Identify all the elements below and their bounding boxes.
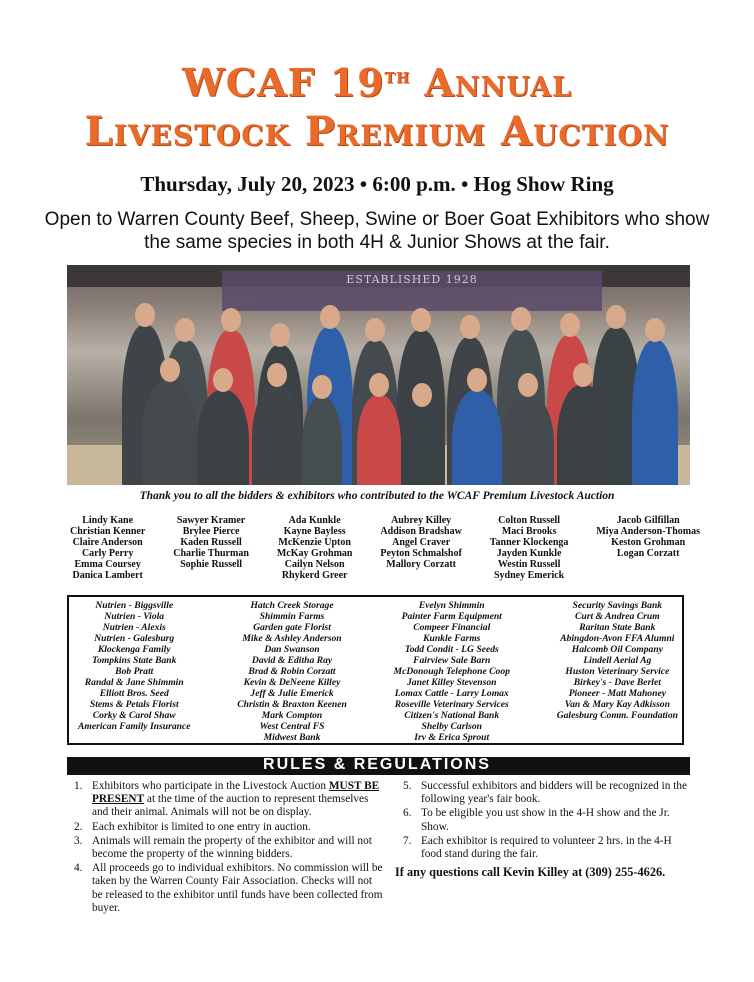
exhibitor-name: Angel Craver: [392, 537, 451, 548]
exhibitor-name: Charlie Thurman: [173, 548, 249, 559]
title-superscript: th: [384, 63, 411, 88]
exhibitor-name: Emma Coursey: [74, 559, 141, 570]
sponsor-name: Evelyn Shimmin: [418, 600, 485, 611]
exhibitor-column: [277, 515, 353, 581]
person-head: [573, 363, 593, 387]
person-silhouette: [557, 385, 609, 485]
title-line-2: Livestock Premium Auction: [84, 108, 670, 155]
exhibitor-name: Sophie Russell: [180, 559, 243, 570]
sponsor-name: Mike & Ashley Anderson: [242, 633, 342, 644]
exhibitor-name: Jayden Kunkle: [496, 548, 562, 559]
sponsor-name: Security Savings Bank: [572, 600, 663, 611]
exhibitor-name: Brylee Pierce: [182, 526, 240, 537]
person-silhouette: [402, 405, 442, 485]
sponsor-name: Van & Mary Kay Adkisson: [564, 699, 670, 710]
sponsor-name: Mark Compton: [261, 710, 323, 721]
sponsor-name: Painter Farm Equipment: [401, 611, 502, 622]
rules-right-column: [403, 780, 693, 862]
rule-number: 7.: [403, 834, 412, 847]
exhibitor-name: Logan Corzatt: [616, 548, 680, 559]
sponsor-name: Roseville Veterinary Services: [394, 699, 509, 710]
person-silhouette: [197, 390, 249, 485]
thanks-line: Thank you to all the bidders & exhibitors who contributed to the WCAF Premium Livestock Auction: [139, 490, 615, 502]
person-head: [320, 305, 340, 329]
exhibitor-name: Kaden Russell: [180, 537, 242, 548]
sponsor-name: American Family Insurance: [78, 721, 191, 732]
exhibitor-name: Sydney Emerick: [493, 570, 565, 581]
rules-title: RULES & REGULATIONS: [263, 756, 491, 773]
person-head: [221, 308, 241, 332]
person-silhouette: [452, 390, 502, 485]
sponsor-name: Lindell Aerial Ag: [583, 655, 652, 666]
sponsor-name: Midwest Bank: [263, 732, 321, 743]
rule-text: Exhibitors who participate in the Livestock Auction MUST BE PRESENT at the time of the auction to represent themselves and their animal. Animals will not be on display.: [92, 780, 380, 819]
sponsor-name: Nutrien - Galesburg: [94, 633, 175, 644]
exhibitor-name: Keston Grohman: [611, 537, 686, 548]
sponsor-name: Kunkle Farms: [423, 633, 481, 644]
sponsor-name: Bob Pratt: [115, 666, 154, 677]
person-head: [267, 363, 287, 387]
exhibitor-name: Miya Anderson-Thomas: [596, 526, 700, 537]
person-head: [645, 318, 665, 342]
sponsor-name: Halcomb Oil Company: [571, 644, 663, 655]
person-head: [411, 308, 431, 332]
sponsor-name: Huston Veterinary Service: [565, 666, 670, 677]
exhibitor-name: Jacob Gilfillan: [616, 515, 680, 526]
exhibitor-column: [490, 515, 569, 581]
exhibitor-name: Carly Perry: [81, 548, 134, 559]
exhibitor-name: Cailyn Nelson: [284, 559, 345, 570]
sponsor-name: Raritan State Bank: [579, 622, 656, 633]
person-head: [606, 305, 626, 329]
sponsor-name: McDonough Telephone Coop: [393, 666, 510, 677]
person-head: [312, 375, 332, 399]
banner-text: ESTABLISHED 1928: [346, 273, 478, 286]
rule-text: Each exhibitor is required to volunteer 2 hrs. in the 4-H food stand during the fair.: [421, 834, 672, 861]
exhibitor-name: Kayne Bayless: [283, 526, 346, 537]
sponsor-name: Compeer Financial: [413, 622, 491, 633]
person-silhouette: [302, 397, 342, 485]
rule-text: Animals will remain the property of the exhibitor and will not become the property of the winning bidders.: [92, 834, 372, 861]
sponsor-column: [237, 600, 347, 743]
person-head: [460, 315, 480, 339]
sponsor-name: Birkey's - Dave Berlet: [573, 677, 661, 688]
exhibitor-name: Lindy Kane: [82, 515, 134, 526]
person-head: [511, 307, 531, 331]
exhibitor-name: Colton Russell: [498, 515, 561, 526]
rule-item: [403, 807, 693, 833]
sponsor-name: West Central FS: [259, 721, 325, 732]
exhibitor-name: Maci Brooks: [501, 526, 557, 537]
sponsor-name: David & Editha Ray: [251, 655, 333, 666]
rule-item: [74, 821, 384, 834]
rule-number: 5.: [403, 780, 412, 792]
rule-item: [74, 862, 384, 915]
sponsor-name: Dan Swanson: [264, 644, 320, 655]
rule-item: [74, 835, 384, 861]
sponsor-name: Nutrien - Alexis: [102, 622, 166, 633]
sponsor-name: Tompkins State Bank: [92, 655, 177, 666]
person-head: [369, 373, 389, 397]
exhibitor-name: McKenzie Upton: [278, 537, 351, 548]
group-photo: [67, 265, 690, 485]
exhibitor-column: [380, 515, 461, 581]
exhibitor-column: [596, 515, 700, 581]
sponsor-name: Shimmin Farms: [259, 611, 325, 622]
person-head: [560, 313, 580, 337]
sponsor-name: Nutrien - Biggsville: [95, 600, 174, 611]
rule-emphasis: MUST BE PRESENT: [92, 780, 380, 806]
sponsor-name: Jeff & Julie Emerick: [250, 688, 334, 699]
exhibitor-column: [70, 515, 145, 581]
exhibitor-name: Westin Russell: [497, 559, 561, 570]
rule-item: [403, 835, 693, 861]
exhibitor-name: Claire Anderson: [72, 537, 143, 548]
sponsor-name: Kevin & DeNeene Killey: [243, 677, 341, 688]
rule-text: Successful exhibitors and bidders will be recognized in the following year's fair book.: [421, 780, 688, 806]
rule-number: 4.: [74, 862, 83, 875]
sponsor-column: [557, 600, 678, 743]
sponsor-name: Shelby Carlson: [421, 721, 482, 732]
rule-text: Each exhibitor is limited to one entry in auction.: [92, 820, 311, 833]
sponsor-name: Abingdon-Avon FFA Alumni: [560, 633, 675, 644]
sponsor-name: Randal & Jane Shimmin: [84, 677, 184, 688]
rule-text: All proceeds go to individual exhibitors. No commission will be taken by the Warren County Fair Association. Checks will not be released to the exhibitor until funds have been collected from buyer.: [92, 862, 383, 914]
exhibitor-name: Peyton Schmalshof: [380, 548, 462, 559]
sponsor-name: Klockenga Family: [97, 644, 171, 655]
sponsor-name: Hatch Creek Storage: [250, 600, 334, 611]
exhibitor-name: Mallory Corzatt: [386, 559, 456, 570]
exhibitor-name: Christian Kenner: [70, 526, 146, 537]
rule-text: To be eligible you ust show in the 4-H show and the Jr. Show.: [421, 807, 670, 833]
sponsor-name: Corky & Carol Shaw: [92, 710, 176, 721]
sponsor-name: Fairview Sale Barn: [413, 655, 491, 666]
rule-item: [403, 780, 693, 806]
exhibitor-name: Rhykerd Greer: [281, 570, 348, 581]
rule-item: [74, 780, 384, 820]
rule-number: 6.: [403, 807, 412, 820]
exhibitor-column: [173, 515, 249, 581]
sponsor-name: Janet Killey Stevenson: [406, 677, 497, 688]
person-head: [175, 318, 195, 342]
sponsor-name: Christin & Braxton Keenen: [237, 699, 347, 710]
exhibitor-name: Sawyer Kramer: [176, 515, 246, 526]
person-silhouette: [357, 395, 401, 485]
rule-number: 1.: [74, 780, 83, 792]
title-line-1: WCAF 19th Annual: [182, 60, 572, 105]
sponsor-name: Citizen's National Bank: [404, 710, 500, 721]
person-silhouette: [502, 395, 554, 485]
person-silhouette: [142, 380, 197, 485]
exhibitor-names: [70, 515, 700, 581]
sponsor-name: Garden gate Florist: [253, 622, 331, 633]
person-head: [270, 323, 290, 347]
person-silhouette: [252, 385, 302, 485]
exhibitor-name: Aubrey Killey: [391, 515, 452, 526]
sponsor-name: Galesburg Comm. Foundation: [556, 710, 678, 721]
sponsor-names: [78, 600, 678, 743]
sponsor-name: Pioneer - Matt Mahoney: [568, 688, 666, 699]
exhibitor-name: Danica Lambert: [72, 570, 143, 581]
sponsor-column: [394, 600, 510, 743]
contact-line: If any questions call Kevin Killey at (309) 255-4626.: [395, 865, 666, 879]
sponsor-name: Lomax Cattle - Larry Lomax: [394, 688, 509, 699]
sponsor-name: Nutrien - Viola: [104, 611, 165, 622]
sponsor-name: Irv & Erica Sprout: [414, 732, 490, 743]
exhibitor-name: Addison Bradshaw: [380, 526, 462, 537]
eligibility-text: Open to Warren County Beef, Sheep, Swine or Boer Goat Exhibitors who show the same species in both 4H & Junior Shows at the fair.: [44, 209, 710, 253]
sponsor-name: Curt & Andrea Crum: [574, 611, 660, 622]
sponsor-name: Brad & Robin Corzatt: [248, 666, 336, 677]
exhibitor-name: Tanner Klockenga: [489, 537, 569, 548]
rules-left-column: [74, 780, 384, 916]
person-head: [518, 373, 538, 397]
exhibitor-name: McKay Grohman: [276, 548, 353, 559]
person-head: [365, 318, 385, 342]
sponsor-name: Stems & Petals Florist: [89, 699, 179, 710]
person-head: [467, 368, 487, 392]
exhibitor-name: Ada Kunkle: [288, 515, 341, 526]
person-head: [160, 358, 180, 382]
person-head: [135, 303, 155, 327]
sponsor-name: Elliott Bros. Seed: [99, 688, 169, 699]
person-head: [412, 383, 432, 407]
fair-banner: [222, 271, 602, 311]
event-details: Thursday, July 20, 2023 • 6:00 p.m. • Hog Show Ring: [140, 172, 614, 196]
sponsor-name: Todd Condit - LG Seeds: [404, 644, 499, 655]
sponsor-column: [78, 600, 190, 743]
rule-number: 3.: [74, 834, 83, 847]
person-silhouette: [632, 340, 678, 485]
rule-number: 2.: [74, 820, 83, 833]
person-head: [213, 368, 233, 392]
